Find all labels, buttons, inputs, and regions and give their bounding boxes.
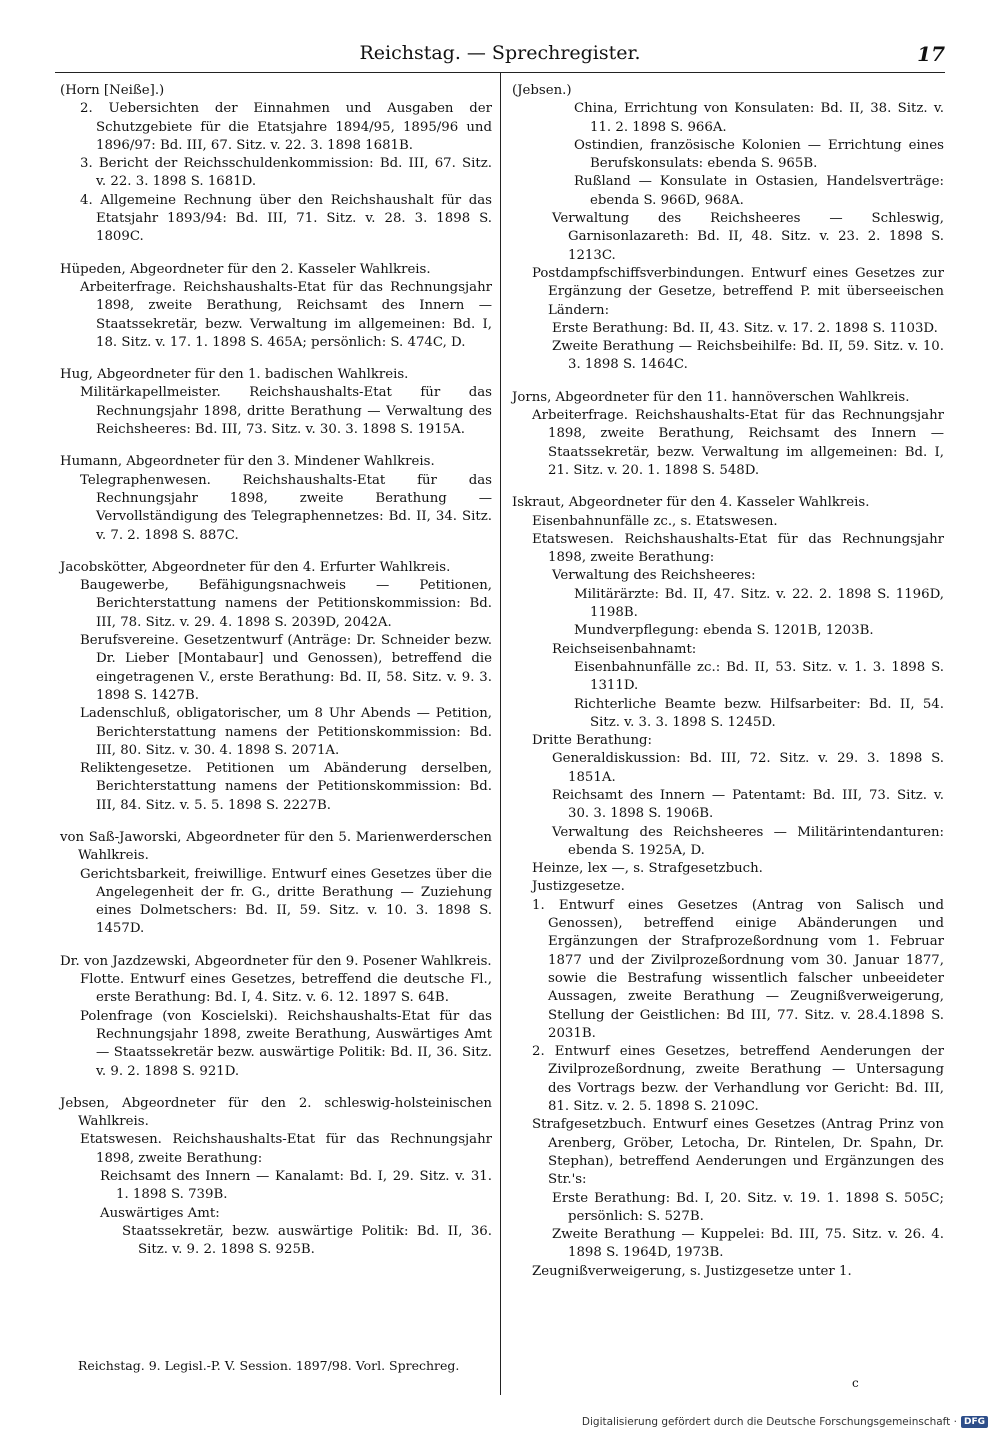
entry-line: 4. Allgemeine Rechnung über den Reichshaushalt für das Etatsjahr 1893/94: Bd. III, 71. Sitz. v. 28. 3. 1898 S. 1809C. [80, 192, 492, 245]
dfg-credit [582, 1416, 988, 1428]
entry-line: Generaldiskussion: Bd. III, 72. Sitz. v. 29. 3. 1898 S. 1851A. [552, 751, 944, 785]
entry-line: Erste Berathung: Bd. I, 20. Sitz. v. 19. 1. 1898 S. 505C; persönlich: S. 527B. [552, 1190, 944, 1224]
entry-line: Reliktengesetze. Petitionen um Abänderung derselben, Berichterstattung namens der Petitionskommission: Bd. III, 84. Sitz. v. 5. 5. 1898 S. 2227B. [80, 761, 492, 813]
entry-line: Flotte. Entwurf eines Gesetzes, betreffend die deutsche Fl., erste Berathung: Bd. I, 4. Sitz. v. 6. 12. 1897 S. 64B. [80, 972, 492, 1006]
entry-line: Ostindien, französische Kolonien — Errichtung eines Berufskonsulats: ebenda S. 965B. [574, 137, 944, 172]
entry-line: Etatswesen. Reichshaushalts-Etat für das Rechnungsjahr 1898, zweite Berathung: [532, 531, 944, 566]
entry-line: Berufsvereine. Gesetzentwurf (Anträge: Dr. Schneider bezw. Dr. Lieber [Montabaur] und Genossen), betreffend die eingetragenen V., erste Berathung: Bd. II, 58. Sitz. v. 9. 3. 1898 S. 1427B. [80, 633, 492, 703]
entry-line: Verwaltung des Reichsheeres — Militärintendanturen: ebenda S. 1925A, D. [552, 824, 944, 858]
footer-imprint: Reichstag. 9. Legisl.-P. V. Session. 1897/98. Vorl. Sprechreg. [78, 1358, 460, 1373]
entry-line: Arbeiterfrage. Reichshaushalts-Etat für das Rechnungsjahr 1898, zweite Berathung, Reichsamt des Innern — Staatssekretär, bezw. Verwaltung im allgemeinen: Bd. I, 18. Sitz. v. 17. 1. 1898 S. 465A; persönlich: S. 474C, D. [80, 279, 492, 350]
entry-line: Richterliche Beamte bezw. Hilfsarbeiter: Bd. II, 54. Sitz. v. 3. 3. 1898 S. 1245D. [574, 696, 944, 730]
entry-line: Etatswesen. Reichshaushalts-Etat für das Rechnungsjahr 1898, zweite Berathung: [80, 1132, 492, 1166]
entry-line: 1. Entwurf eines Gesetzes (Antrag von Salisch und Genossen), betreffend einige Abänderungen und Ergänzungen der Strafprozeßordnung vom 1. Februar 1877 und der Zivilprozeßordnung vom 30. Januar 1877, sowie die Bestrafung wissentlich falscher unbeeidеter Aussagen, zweite Berathung — Zeugnißverweigerung, Stellung der Geistlichen: Bd III, 77. Sitz. v. 28.4.1898 S. 2031B. [532, 897, 944, 1041]
dfg-logo: DFG [961, 1416, 988, 1428]
register-entry [60, 1095, 492, 1260]
entry-line: Arbeiterfrage. Reichshaushalts-Etat für das Rechnungsjahr 1898, zweite Berathung, Reichsamt des Innern — Staatssekretär, bezw. Verwaltung im allgemeinen: Bd. I, 21. Sitz. v. 20. 1. 1898 S. 548D. [532, 408, 944, 478]
register-entry [60, 261, 492, 352]
entry-heading: Jebsen, Abgeordneter für den 2. schleswig-holsteinischen Wahlkreis. [60, 1095, 492, 1130]
entry-heading: Iskraut, Abgeordneter für den 4. Kasseler Wahlkreis. [512, 495, 870, 511]
entry-heading: Jorns, Abgeordneter für den 11. hannöverschen Wahlkreis. [512, 389, 910, 405]
entry-line: Ladenschluß, obligatorischer, um 8 Uhr Abends — Petition, Berichterstattung namens der Petitionskommission: Bd. III, 80. Sitz. v. 30. 4. 1898 S. 2071A. [80, 706, 492, 758]
entry-line: Auswärtiges Amt: [100, 1205, 220, 1221]
running-title: Reichstag. — Sprechregister. [359, 42, 641, 64]
entry-line: Militärärzte: Bd. II, 47. Sitz. v. 22. 2. 1898 S. 1196D, 1198B. [574, 586, 944, 621]
entry-line: Erste Berathung: Bd. II, 43. Sitz. v. 17. 2. 1898 S. 1103D. [552, 320, 938, 336]
entry-heading: Jacobskötter, Abgeordneter für den 4. Erfurter Wahlkreis. [60, 559, 451, 575]
entry-line: Reichsamt des Innern — Kanalamt: Bd. I, 29. Sitz. v. 31. 1. 1898 S. 739B. [100, 1169, 492, 1203]
entry-heading: Hüpeden, Abgeordneter für den 2. Kasseler Wahlkreis. [60, 261, 431, 277]
entry-line: Gerichtsbarkeit, freiwillige. Entwurf eines Gesetzes über die Angelegenheit der fr. G., dritte Berathung — Zuziehung eines Dolmetschers: Bd. II, 59. Sitz. v. 10. 3. 1898 S. 1457D. [80, 866, 492, 937]
right-column [512, 82, 944, 1295]
entry-line: Staatssekretär, bezw. auswärtige Politik: Bd. II, 36. Sitz. v. 9. 2. 1898 S. 925B. [122, 1223, 492, 1258]
entry-line: Zeugnißverweigerung, s. Justizgesetze unter 1. [532, 1263, 852, 1279]
entry-heading: Humann, Abgeordneter für den 3. Mindener Wahlkreis. [60, 454, 435, 470]
entry-line: Militärkapellmeister. Reichshaushalts-Etat für das Rechnungsjahr 1898, dritte Berathung — Verwaltung des Reichsheeres: Bd. III, 73. Sitz. v. 30. 3. 1898 S. 1915A. [80, 385, 492, 438]
entry-line: Heinze, lex —, s. Strafgesetzbuch. [532, 861, 763, 877]
register-entry [512, 82, 944, 375]
register-entry [60, 953, 492, 1081]
entry-line: 3. Bericht der Reichsschuldenkommission: Bd. III, 67. Sitz. v. 22. 3. 1898 S. 1681D. [80, 156, 492, 190]
entry-line: 2. Entwurf eines Gesetzes, betreffend Aenderungen der Zivilprozeßordnung, zweite Berathung — Untersagung des Vortrags bezw. der Verhandlung vor Gericht: Bd. III, 81. Sitz. v. 2. 5. 1898 S. 2109C. [532, 1044, 944, 1115]
page-header [55, 42, 945, 72]
entry-line: Mundverpflegung: ebenda S. 1201B, 1203B. [574, 623, 874, 639]
register-entry [60, 366, 492, 439]
entry-line: Reichsamt des Innern — Patentamt: Bd. III, 73. Sitz. v. 30. 3. 1898 S. 1906B. [552, 787, 944, 822]
column-divider [500, 73, 501, 1395]
entry-line: Rußland — Konsulate in Ostasien, Handelsverträge: ebenda S. 966D, 968A. [574, 174, 944, 208]
register-entry [512, 389, 944, 480]
entry-heading: (Jebsen.) [512, 83, 572, 98]
entry-line: Telegraphenwesen. Reichshaushalts-Etat für das Rechnungsjahr 1898, zweite Berathung — Vervollständigung des Telegraphennetzes: Bd. II, 34. Sitz. v. 7. 2. 1898 S. 887C. [80, 472, 492, 543]
entry-line: Justizgesetze. [532, 879, 625, 895]
register-entry [60, 82, 492, 247]
entry-line: Baugewerbe, Befähigungsnachweis — Petitionen, Berichterstattung namens der Petitionskommission: Bd. III, 78. Sitz. v. 29. 4. 1898 S. 2039D, 2042A. [80, 578, 492, 630]
entry-line: Zweite Berathung — Kuppelei: Bd. III, 75. Sitz. v. 26. 4. 1898 S. 1964D, 1973B. [552, 1227, 944, 1261]
entry-line: Eisenbahnunfälle zc.: Bd. II, 53. Sitz. v. 1. 3. 1898 S. 1311D. [574, 659, 944, 694]
entry-heading: Dr. von Jazdzewski, Abgeordneter für den 9. Posener Wahlkreis. [60, 953, 492, 969]
entry-line: Dritte Berathung: [532, 733, 653, 749]
page-number: 17 [917, 42, 945, 66]
entry-line: 2. Uebersichten der Einnahmen und Ausgaben der Schutzgebiete für die Etatsjahre 1894/95, 1895/96 und 1896/97: Bd. III, 67. Sitz. v. 22. 3. 1898 1681B. [80, 101, 492, 153]
dfg-credit-text: Digitalisierung gefördert durch die Deutsche Forschungsgemeinschaft · [581, 1416, 957, 1428]
entry-heading: (Horn [Neiße].) [60, 83, 165, 98]
signature-mark: c [852, 1376, 859, 1390]
entry-line: Zweite Berathung — Reichsbeihilfe: Bd. II, 59. Sitz. v. 10. 3. 1898 S. 1464C. [552, 339, 944, 373]
entry-line: Verwaltung des Reichsheeres — Schleswig, Garnisonlazareth: Bd. II, 48. Sitz. v. 23. 2. 1898 S. 1213C. [552, 211, 944, 263]
entry-line: Reichseisenbahnamt: [552, 641, 697, 657]
entry-line: Polenfrage (von Koscielski). Reichshaushalts-Etat für das Rechnungsjahr 1898, zweite Berathung, Auswärtiges Amt — Staatssekretär bezw. auswärtige Politik: Bd. II, 36. Sitz. v. 9. 2. 1898 S. 921D. [80, 1008, 492, 1079]
register-entry [60, 559, 492, 815]
entry-heading: Hug, Abgeordneter für den 1. badischen Wahlkreis. [60, 367, 409, 383]
entry-line: Eisenbahnunfälle zc., s. Etatswesen. [532, 513, 778, 529]
register-entry [60, 453, 492, 544]
entry-line: Verwaltung des Reichsheeres: [552, 568, 756, 584]
register-entry [60, 829, 492, 939]
entry-line: Strafgesetzbuch. Entwurf eines Gesetzes (Antrag Prinz von Arenberg, Gröber, Letocha, Dr. Rintelen, Dr. Spahn, Dr. Stephan), betreffend Aenderungen und Ergänzungen des Str.'s: [532, 1117, 944, 1188]
entry-heading: von Saß-Jaworski, Abgeordneter für den 5. Marienwerderschen Wahlkreis. [60, 829, 492, 864]
entry-line: Postdampfschiffsverbindungen. Entwurf eines Gesetzes zur Ergänzung der Gesetze, betreffend P. mit überseeischen Ländern: [532, 265, 944, 318]
register-entry [512, 494, 944, 1281]
left-column [60, 82, 492, 1274]
entry-line: China, Errichtung von Konsulaten: Bd. II, 38. Sitz. v. 11. 2. 1898 S. 966A. [574, 101, 944, 135]
